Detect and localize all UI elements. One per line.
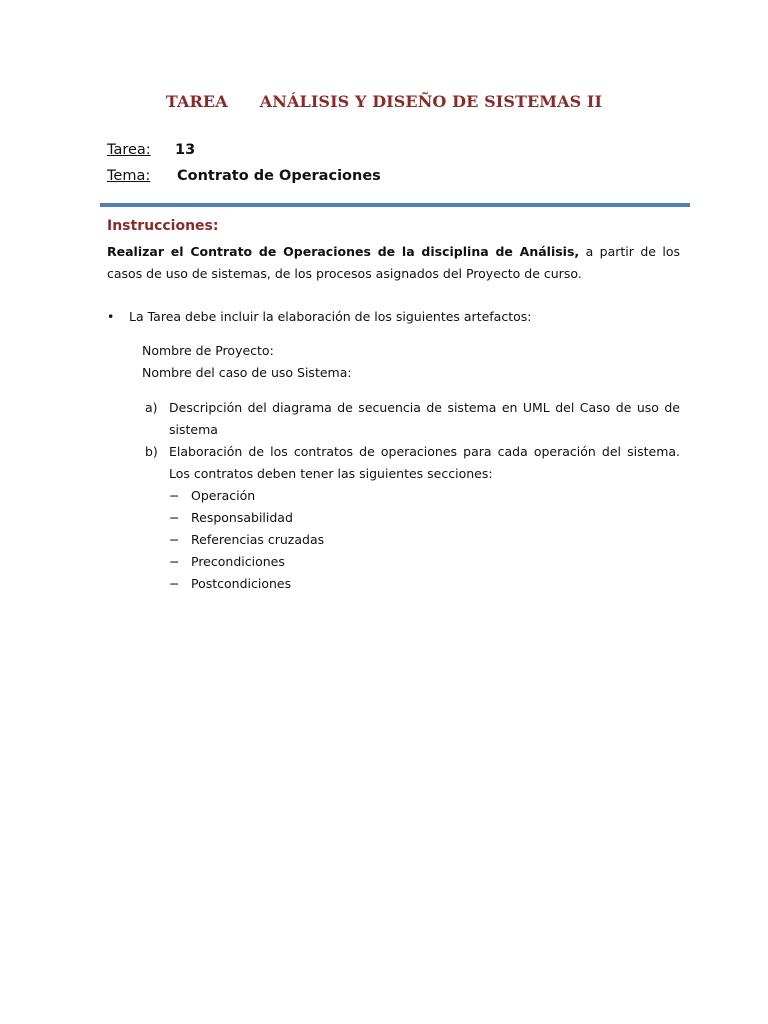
section-label: Referencias cruzadas <box>191 532 325 547</box>
section-item <box>169 507 680 529</box>
tema-value: Contrato de Operaciones <box>177 168 381 184</box>
instructions-rest: a partir de los casos de uso de sistemas, de los procesos asignados del Proyecto de curso. <box>107 244 680 281</box>
list-text-b: Elaboración de los contratos de operaciones para cada operación del sistema. Los contratos deben tener las siguientes secciones: <box>169 444 680 481</box>
dash-icon: − <box>169 576 180 591</box>
dash-icon: − <box>169 532 180 547</box>
instructions-heading: Instrucciones: <box>107 218 219 234</box>
instructions-text <box>107 241 680 285</box>
list-item-a <box>145 397 680 441</box>
use-case-name-line: Nombre del caso de uso Sistema: <box>142 365 352 380</box>
title-course: ANÁLISIS Y DISEÑO DE SISTEMAS II <box>259 92 603 111</box>
dash-icon: − <box>169 488 180 503</box>
document-title <box>0 92 768 111</box>
section-label: Postcondiciones <box>191 576 292 591</box>
section-label: Operación <box>191 488 256 503</box>
tema-row <box>107 168 381 184</box>
section-label: Precondiciones <box>191 554 285 569</box>
bullet-text: La Tarea debe incluir la elaboración de los siguientes artefactos: <box>129 309 532 324</box>
bullet-icon: • <box>107 309 115 324</box>
tema-label: Tema: <box>107 168 151 184</box>
section-divider <box>100 203 690 207</box>
list-item-b <box>145 441 680 595</box>
project-lines <box>142 340 352 384</box>
tarea-label: Tarea: <box>107 142 151 158</box>
section-item <box>169 485 680 507</box>
section-item <box>169 573 680 595</box>
section-item <box>169 551 680 573</box>
artifact-list <box>145 397 680 595</box>
list-marker-a: a) <box>145 400 158 415</box>
dash-icon: − <box>169 554 180 569</box>
instructions-bold: Realizar el Contrato de Operaciones de la disciplina de Análisis, <box>107 244 580 259</box>
tarea-row <box>107 142 196 158</box>
title-tarea: TAREA <box>165 92 228 111</box>
list-marker-b: b) <box>145 444 158 459</box>
section-label: Responsabilidad <box>191 510 293 525</box>
list-text-a: Descripción del diagrama de secuencia de sistema en UML del Caso de uso de sistema <box>169 400 680 437</box>
project-name-line: Nombre de Proyecto: <box>142 343 274 358</box>
dash-icon: − <box>169 510 180 525</box>
section-item <box>169 529 680 551</box>
tarea-number: 13 <box>175 142 196 158</box>
